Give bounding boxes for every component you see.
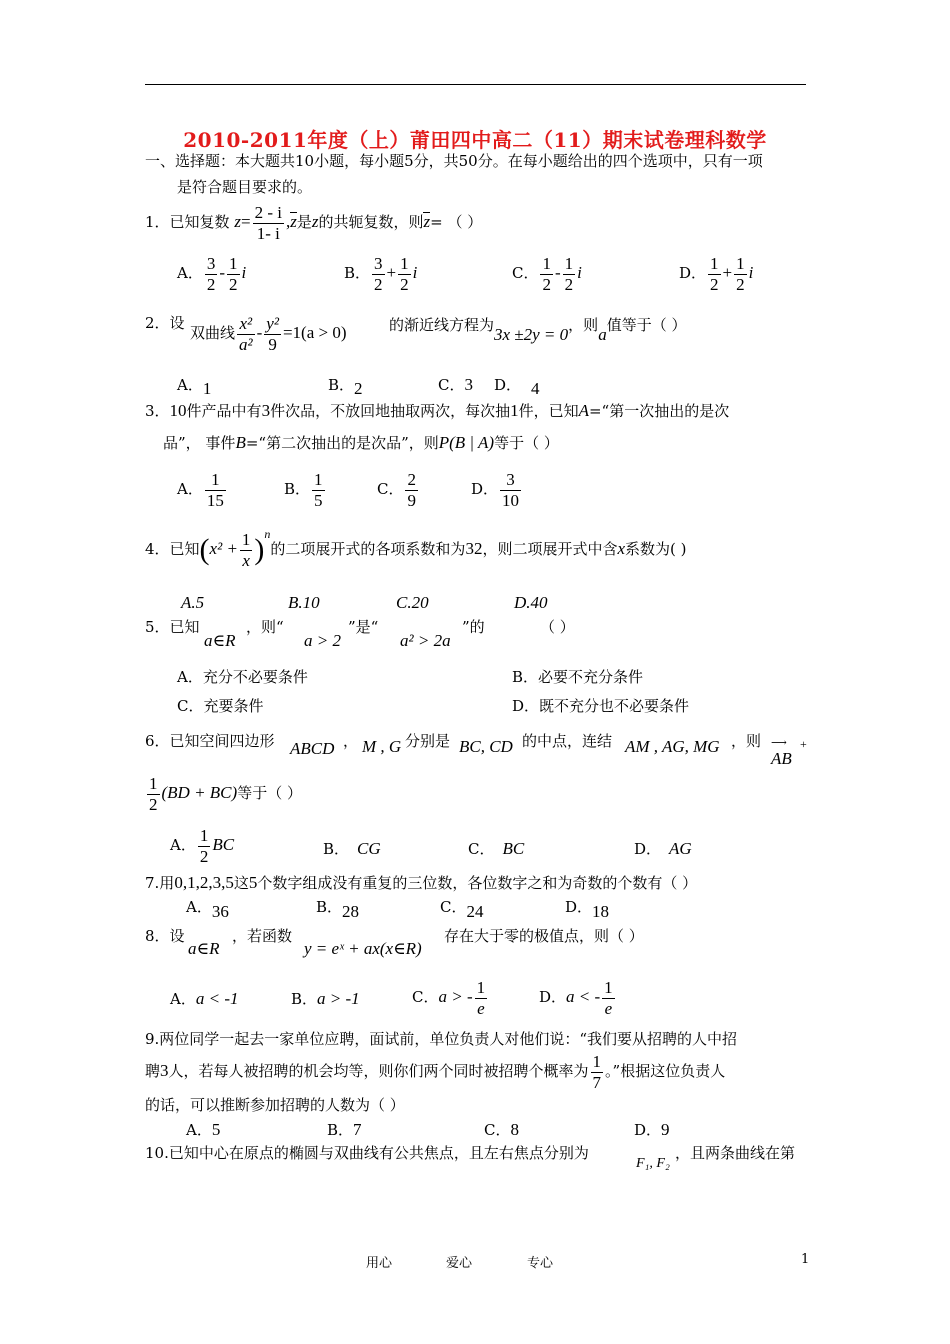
q9-text3: 。”根据这位负责人 [605, 1062, 726, 1081]
q1-option-c [512, 254, 582, 294]
q4-sum: 32 [465, 539, 483, 559]
question-3-line2 [163, 434, 559, 451]
q6-text1: ， [343, 732, 359, 750]
q1-text4: = （ ） [430, 213, 483, 232]
section-heading-line1: 一、选择题：本大题共10小题，每小题5分，共50分。在每小题给出的四个选项中，只有一项 [145, 152, 763, 170]
q3-text7: 等于（ ） [494, 434, 559, 452]
question-10: 10.已知中心在原点的椭圆与双曲线有公共焦点，且左右焦点分别为 [145, 1144, 589, 1162]
q6-a-value: BC [212, 835, 235, 855]
q3-c-label: C． [377, 480, 404, 499]
q9-fd: 7 [592, 1072, 602, 1092]
q1-b-n1: 3 [374, 254, 383, 273]
q10-foci: F₁, F₂ [636, 1156, 670, 1171]
q2-text1: 双曲线 [190, 324, 236, 343]
q8-option-c [412, 978, 489, 1018]
q3-c-n: 2 [407, 470, 416, 489]
footer-text-2: 爱心 [446, 1256, 473, 1271]
q1-numerator: 2 - i [254, 203, 282, 222]
q6-ab [771, 737, 792, 768]
q2-d2: 9 [268, 334, 277, 354]
q3-a-frac [205, 470, 226, 510]
q1-option-a [177, 254, 246, 294]
q9-option-b [327, 1121, 362, 1138]
q7-d-value: 18 [592, 902, 610, 921]
question-6 [145, 734, 275, 749]
page-number: 1 [801, 1252, 810, 1267]
q1-c-frac2 [563, 254, 576, 294]
q6-option-c [468, 840, 524, 857]
q4-option-d: D.40 [514, 593, 548, 612]
q6-c-label: C． [468, 840, 495, 858]
q9-text1: 聘 [145, 1062, 161, 1081]
q1-d-n1: 1 [710, 254, 719, 273]
q6-option-b [323, 840, 381, 857]
question-7 [145, 874, 697, 891]
q8-option-d [539, 978, 617, 1018]
q2-frac1 [237, 314, 255, 354]
q6-half-d: 2 [149, 794, 158, 814]
q8-option-b [291, 990, 360, 1007]
q1-z2: z [311, 212, 319, 232]
q2-asymptote: 3x ±2y = 0 [494, 325, 569, 344]
question-2 [145, 316, 185, 331]
q9-a-label: A． [186, 1121, 212, 1139]
q4-frac [240, 530, 253, 570]
q8-d-frac [602, 978, 615, 1018]
q6-expr: (BD + BC) [161, 783, 238, 803]
q6-option-d [634, 840, 692, 857]
q8-b-value: a > -1 [317, 989, 360, 1008]
q3-b-d: 5 [314, 490, 323, 510]
q7-text2: 个数字组成没有重复的三位数，各位数字之和为奇数的个数有（ ） [257, 874, 698, 892]
q3-text1: 件产品中有 [186, 402, 262, 420]
q4-exponent: n [264, 527, 271, 542]
q7-option-c [440, 898, 484, 921]
q1-c-frac1 [540, 254, 553, 294]
q5-text2: ”是“ [348, 618, 379, 636]
q6-plus: + [800, 737, 807, 751]
q3-option-b [284, 470, 327, 510]
q9-text2: 人，若每人被招聘的机会均等，则你们两个同时被招聘个概率为 [168, 1062, 589, 1081]
q1-c-n2: 1 [564, 254, 574, 273]
q3-text6: =“第二次抽出的是次品”，则 [245, 434, 439, 452]
q6-a-d: 2 [199, 846, 209, 866]
q5-text3: ”的 [462, 618, 485, 636]
q3-a-n: 1 [205, 470, 226, 491]
q1-d-label: D． [679, 264, 707, 283]
q1-d-d2: 2 [736, 274, 745, 294]
q7-a-label: A． [186, 898, 212, 916]
q6-text4: ，则 [731, 732, 762, 750]
q1-d-op: + [722, 263, 733, 283]
q4-text1: 的二项展开式的各项系数和为 [270, 540, 466, 559]
q9-d-label: D． [634, 1121, 662, 1139]
q1-option-d [679, 254, 753, 294]
q2-c-label: C． [438, 376, 465, 394]
q7-option-a [186, 898, 229, 921]
q6-line2 [145, 774, 302, 814]
q2-text2: 的渐近线方程为 [389, 316, 495, 334]
q1-zbar: z [290, 212, 297, 232]
q9-a-value: 5 [211, 1120, 221, 1139]
q9-option-d [634, 1121, 670, 1138]
q1-b-d2: 2 [400, 274, 409, 294]
q3-prob: P(B | A) [438, 433, 495, 452]
footer-text-1: 用心 [366, 1256, 393, 1271]
q1-text1: 已知复数 [169, 213, 230, 232]
q2-number: 2．设 [145, 314, 185, 332]
q8-c-label: C． [412, 988, 439, 1007]
q3-option-d [471, 470, 523, 510]
q2-b-value: 2 [354, 379, 363, 398]
q6-b-label: B． [323, 840, 350, 858]
q6-mg: M , G [362, 737, 402, 756]
q2-a-value: 1 [202, 379, 212, 398]
q6-option-a [170, 826, 234, 866]
q8-condition: a∈R [188, 939, 220, 958]
q7-text1: 这 [233, 874, 249, 892]
q1-a-d2: 2 [229, 274, 238, 294]
q1-a-i: i [241, 263, 247, 283]
q1-text3: 的共轭复数，则 [318, 213, 424, 232]
q8-c-d: e [477, 998, 485, 1018]
q7-b-label: B． [316, 898, 343, 916]
q2-b-label: B． [328, 376, 355, 394]
q1-eq: = [240, 212, 251, 232]
q4-text2: ，则二项展开式中含 [482, 540, 618, 559]
q5-p: a > 2 [304, 631, 341, 650]
q2-d-value: 4 [531, 379, 540, 398]
q3-c-frac [405, 470, 418, 510]
q5-condition: a∈R [204, 631, 236, 650]
q5-q: a² > 2a [400, 631, 451, 650]
q5-option-d: D．既不充分也不必要条件 [512, 697, 690, 715]
q1-a-op: - [219, 263, 226, 283]
q3-d-frac [500, 470, 521, 510]
q1-c-label: C． [512, 264, 539, 283]
question-4 [145, 527, 687, 570]
q2-op: - [256, 323, 263, 343]
q3-three: 3 [261, 401, 271, 420]
q9-b-label: B． [327, 1121, 354, 1139]
q6-arrow-icon: ⟶ [771, 737, 787, 749]
q3-text4: =“第一次抽出的是次 [588, 402, 730, 420]
q3-number: 3． [145, 402, 170, 420]
q1-z: z [234, 212, 241, 232]
q3-b-label: B． [284, 480, 311, 499]
q2-option-b [328, 376, 363, 398]
section-heading-line2: 是符合题目要求的。 [177, 178, 313, 196]
q2-d-label: D． [494, 376, 522, 394]
q9-option-a [186, 1121, 220, 1138]
q2-n2: y² [266, 314, 279, 333]
q1-d-i: i [748, 263, 754, 283]
q4-number: 4．已知 [145, 540, 200, 559]
q7-option-d [565, 898, 610, 921]
question-1 [145, 203, 482, 243]
q1-d-n2: 1 [736, 254, 745, 273]
q8-d-label: D． [539, 988, 567, 1007]
q6-abcd: ABCD [290, 739, 335, 758]
question-5 [145, 620, 200, 635]
q2-options [177, 376, 212, 398]
q1-b-frac1 [372, 254, 385, 294]
q2-text3: ，则 [568, 316, 599, 334]
q3-text5: 品”， 事件 [163, 434, 236, 452]
q5-option-c: C．充要条件 [177, 697, 264, 715]
question-8: 8．设 [145, 927, 185, 945]
q2-a-label: A． [177, 376, 203, 394]
q4-fd: x [242, 550, 250, 570]
q6-d-label: D． [634, 840, 662, 858]
question-9-line3: 的话，可以推断参加招聘的人数为（ ） [145, 1096, 405, 1114]
q4-x: x [617, 539, 625, 559]
q3-d-d: 10 [502, 490, 520, 510]
q1-d-d1: 2 [710, 274, 719, 294]
q9-frac [591, 1052, 604, 1092]
q8-d-value: a < - [566, 987, 601, 1007]
q8-a-label: A． [170, 990, 196, 1008]
q7-c-value: 24 [466, 902, 484, 921]
q10-text2: ，且两条曲线在第 [675, 1144, 796, 1162]
q1-sep: , [285, 212, 291, 232]
q5-number: 5．已知 [145, 618, 200, 636]
q4-option-b: B.10 [288, 593, 320, 612]
q3-a-d: 15 [206, 490, 224, 510]
q7-digits: 0,1,2,3,5 [174, 873, 234, 892]
q1-text2: 是 [296, 213, 312, 232]
q8-c-frac [475, 978, 488, 1018]
q1-d-frac2 [734, 254, 747, 294]
q8-c-n: 1 [476, 978, 486, 997]
q1-b-label: B． [344, 264, 371, 283]
q7-d-label: D． [565, 898, 593, 916]
q1-zbar2: z [423, 212, 431, 232]
q6-text5: 等于（ ） [237, 784, 302, 803]
top-rule [145, 84, 806, 85]
q5-option-b: B．必要不充分条件 [512, 668, 644, 686]
q7-five: 5 [248, 873, 258, 892]
q3-d-label: D． [471, 480, 499, 499]
q4-lparen: ( [199, 533, 210, 567]
q3-event-b: B [235, 433, 246, 452]
q8-d-d: e [604, 998, 613, 1018]
q8-function: y = eˣ + ax(x∈R) [304, 939, 422, 958]
q3-text3: 件，已知 [518, 402, 579, 420]
q1-b-n2: 1 [400, 254, 409, 273]
q2-rhs: =1(a > 0) [282, 323, 347, 343]
q1-denominator: 1- i [256, 223, 280, 243]
q3-event-a: A [578, 401, 589, 420]
q1-b-frac2 [398, 254, 411, 294]
q1-a-frac2 [227, 254, 240, 294]
q6-text3: 的中点，连结 [522, 732, 613, 750]
q8-option-a [170, 990, 238, 1007]
q2-c-value: 3 [464, 375, 473, 394]
question-9-line2 [145, 1052, 725, 1092]
q3-option-a [177, 470, 228, 510]
q3-a-label: A． [177, 480, 203, 499]
q8-d-n: 1 [604, 978, 613, 997]
q6-number: 6．已知空间四边形 [145, 732, 275, 750]
q9-d-value: 9 [661, 1120, 670, 1139]
q4-x2: x² + [209, 539, 238, 559]
q3-b-n: 1 [314, 470, 323, 489]
q6-d-value: AG [669, 839, 692, 858]
question-3-line1 [145, 402, 729, 419]
q1-c-d1: 2 [542, 274, 551, 294]
q9-fn: 1 [592, 1052, 602, 1071]
q2-a: a [598, 325, 607, 344]
q1-b-i: i [412, 263, 418, 283]
q6-c-value: BC [502, 839, 525, 858]
q2-d1: a² [239, 334, 253, 354]
q1-c-op: - [554, 263, 561, 283]
q3-d-n: 3 [500, 470, 521, 491]
q1-c-n1: 1 [542, 254, 551, 273]
q1-option-b [344, 254, 417, 294]
q1-a-d1: 2 [206, 274, 216, 294]
q8-text1: ，若函数 [232, 927, 293, 945]
q6-a-n: 1 [199, 826, 209, 845]
q5-option-a: A．充分不必要条件 [177, 668, 308, 686]
q3-option-c [377, 470, 420, 510]
q1-a-n2: 1 [229, 254, 238, 273]
q2-n1: x² [237, 314, 255, 335]
q9-b-value: 7 [353, 1120, 362, 1139]
footer-text-3: 专心 [527, 1256, 554, 1271]
q9-option-c [484, 1121, 519, 1138]
q3-c-d: 9 [407, 490, 416, 510]
q9-three: 3 [160, 1061, 169, 1081]
q7-number: 7.用 [145, 874, 175, 892]
q7-c-label: C． [440, 898, 467, 916]
q1-d-frac1 [708, 254, 721, 294]
q1-number: 1． [145, 213, 170, 232]
q1-a-label: A． [177, 264, 203, 283]
q4-text3: 系数为( ) [625, 540, 687, 559]
q1-fraction [253, 203, 284, 243]
q3-ten: 10 [169, 401, 187, 420]
q6-a-frac [198, 826, 211, 866]
q1-b-d1: 2 [374, 274, 383, 294]
q8-b-label: B． [291, 990, 318, 1008]
q1-a-n1: 3 [206, 254, 216, 273]
q4-fn: 1 [241, 530, 251, 549]
q2-option-d [494, 376, 540, 398]
q2-option-c [438, 376, 473, 393]
q2-frac2 [264, 314, 281, 354]
q4-option-a: A.5 [181, 593, 205, 612]
q1-c-i: i [577, 263, 582, 283]
q4-option-c: C.20 [396, 593, 429, 612]
q1-a-frac1 [205, 254, 218, 294]
q2-text4: 值等于（ ） [606, 316, 687, 334]
q2-equation [190, 314, 347, 354]
q6-a-label: A． [170, 836, 196, 855]
q6-half-n: 1 [149, 774, 158, 793]
q9-c-value: 8 [510, 1120, 519, 1139]
q7-b-value: 28 [342, 902, 360, 921]
q6-amag: AM , AG, MG [625, 737, 720, 756]
q6-half [147, 774, 160, 814]
q1-b-op: + [386, 263, 397, 283]
q5-text4: （ ） [540, 618, 575, 636]
q6-b-value: CG [357, 839, 381, 858]
q3-b-frac [312, 470, 325, 510]
q6-ab-label: AB [771, 749, 792, 768]
q8-a-value: a < -1 [195, 989, 239, 1008]
q7-a-value: 36 [211, 902, 229, 921]
q6-text2: 分别是 [405, 732, 451, 750]
q3-text2: 件次品，不放回地抽取两次，每次抽 [270, 402, 511, 420]
q2-tail [389, 316, 687, 344]
q8-text2: 存在大于零的极值点，则（ ） [444, 927, 644, 945]
q8-c-value: a > - [438, 987, 473, 1007]
q6-bccd: BC, CD [459, 737, 513, 756]
q5-text1: ，则“ [246, 618, 284, 636]
page-title: 2010-2011年度（上）莆田四中高二（11）期末试卷理科数学 [183, 128, 767, 152]
question-9-line1: 9.两位同学一起去一家单位应聘，面试前，单位负责人对他们说：“我们要从招聘的人中招 [145, 1030, 737, 1048]
q1-c-d2: 2 [564, 274, 574, 294]
q9-c-label: C． [484, 1121, 511, 1139]
q4-rparen: ) [254, 533, 265, 567]
q7-option-b [316, 898, 360, 921]
q3-one: 1 [510, 401, 519, 420]
